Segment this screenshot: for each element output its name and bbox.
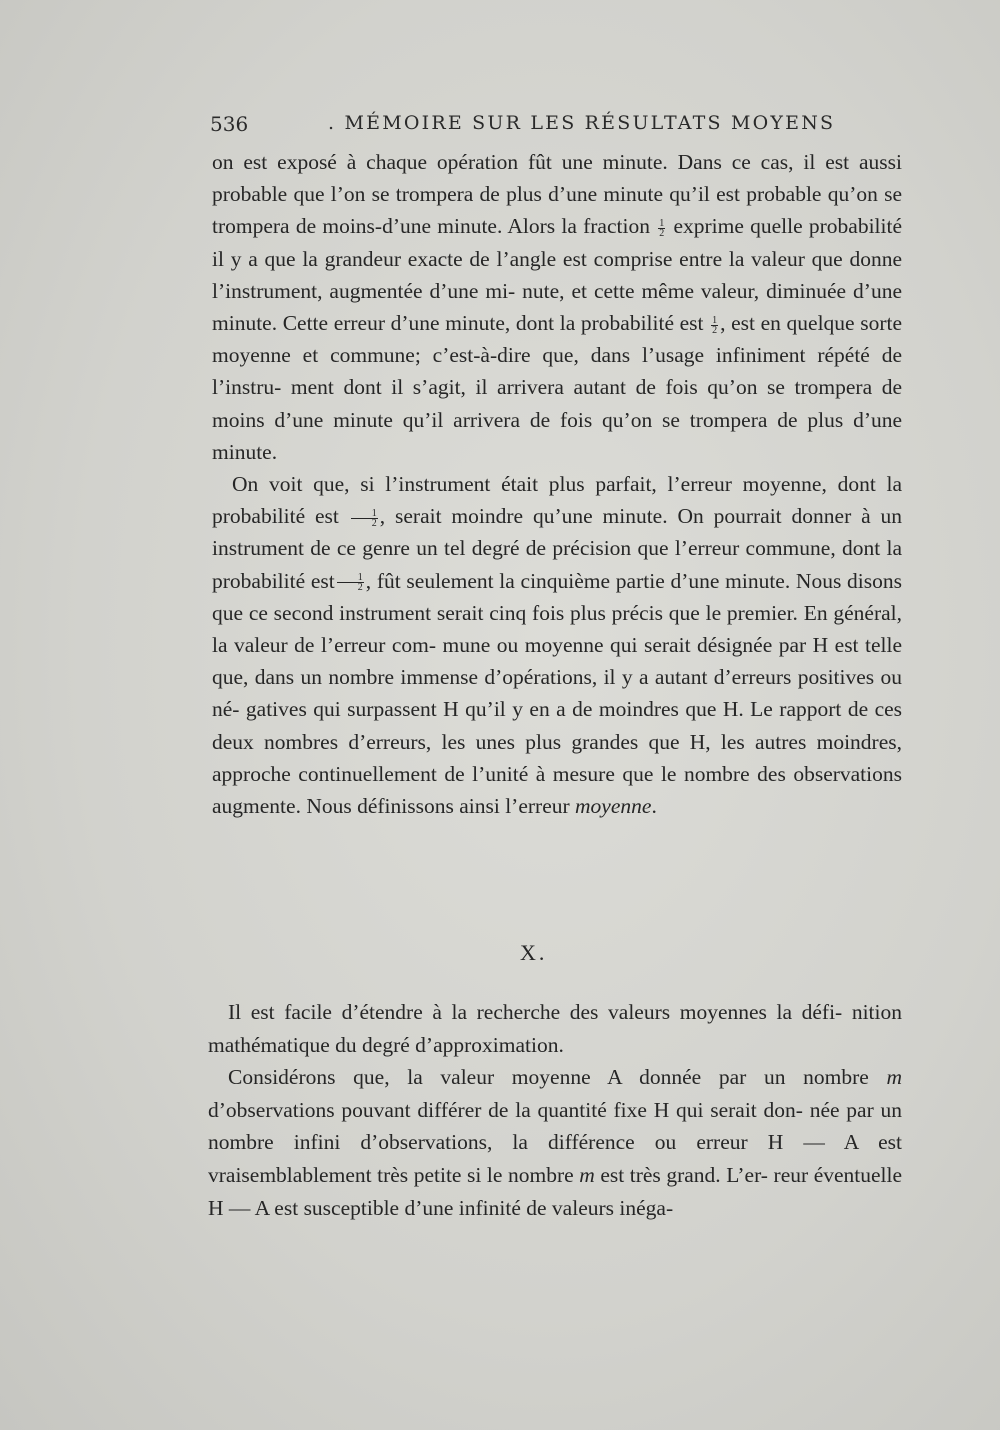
italic-variable: m [886,1065,902,1090]
fraction-one-half: $\frac{1}{2}$ [351,509,378,528]
text-line: comprise entre la valeur que donne l’instrument, augmentée d’une mi- [212,246,902,303]
fraction-one-half: $\frac{1}{2}$ [659,217,665,239]
text-line: , fût seulement la cinquième [365,568,611,593]
fraction-one-half: $\frac{1}{2}$ [712,314,718,336]
italic-variable: m [579,1162,595,1187]
text-line: probable qu’on se trompera de moins-d’une minute. Alors la fraction [212,182,902,239]
paragraph-1 [212,146,902,468]
text-line: moins d’une minute qu’il arrivera de fois qu’on se trompera de plus [212,407,844,432]
body-text-upper [212,146,902,822]
page-number: 536 [210,112,249,136]
paragraph-2 [212,468,902,822]
text-line: est vraisemblablement très petite si le nombre [208,1130,903,1187]
page-header [210,112,900,138]
running-head: . MÉMOIRE SUR LES RÉSULTATS MOYENS [328,112,836,134]
text-line: reur éventuelle H — A est susceptible d’une infinité de valeurs inéga- [208,1162,903,1220]
text-line: . [651,794,657,819]
section-heading: X. [520,940,548,965]
text-line: moindres, approche continuellement de l’unité à mesure que le nombre [212,729,903,786]
text-line: ces deux nombres d’erreurs, les unes plus grandes que H, les autres [212,697,903,754]
text-line: nute, et cette même valeur, diminuée d’une minute. Cette erreur d’une [212,278,902,336]
text-line: gatives qui surpassent H qu’il y en a de moindres que H. Le rapport de [245,697,869,722]
text-line: des observations augmente. Nous définissons ainsi l’erreur [212,761,902,819]
text-line: est très grand. L’er- [600,1162,768,1187]
text-line: Considérons que, la valeur moyenne A donnée par un nombre [228,1065,869,1090]
paragraph-4 [208,1061,902,1224]
text-line: nition mathématique du degré d’approximation. [208,1000,902,1057]
text-line: née par un nombre infini d’observations, la différence ou erreur H — A [208,1097,903,1155]
text-line: , est en quelque sorte moyenne et [212,311,903,368]
text-line: fois plus précis que le premier. En général, la valeur de l’erreur com- [212,600,903,658]
paragraph-3 [208,996,902,1061]
text-line: partie d’une minute. Nous disons que ce second instrument serait cinq [212,568,902,625]
text-line: nombre immense d’opérations, il y a autant d’erreurs positives ou né- [212,665,903,722]
text-line: donner à un instrument de ce genre un tel degré de précision que [212,504,903,561]
text-line: minute, dont la probabilité est [445,311,704,336]
text-line: ment dont il s’agit, il arrivera autant de fois qu’on se trompera de [290,375,903,400]
text-line: l’erreur commune, dont la probabilité est [212,536,903,593]
italic-term: moyenne [575,794,652,819]
text-line: , serait moindre qu’une minute. On pourrait [379,504,782,529]
text-line: exprime quelle probabilité il y a que la grandeur exacte de l’angle est [212,214,903,271]
text-line: mune ou moyenne qui serait désignée par H est telle que, dans un [212,633,903,690]
text-line: dont la probabilité est [212,472,903,529]
text-line: commune; c’est-à-dire que, dans l’usage infiniment répété de l’instru- [212,343,903,400]
fraction-one-half: $\frac{1}{2}$ [337,573,364,592]
text-line: d’observations pouvant différer de la quantité fixe H qui serait don- [208,1097,803,1122]
text-line: d’une minute. [212,407,903,464]
body-text-lower [208,996,902,1224]
text-line: Il est facile d’étendre à la recherche des valeurs moyennes la défi- [228,1000,843,1024]
text-line: aussi probable que l’on se trompera de plus d’une minute qu’il est [212,150,902,207]
text-line: on est exposé à chaque opération fût une minute. Dans ce cas, il est [212,150,850,174]
text-line: On voit que, si l’instrument était plus parfait, l’erreur moyenne, [232,472,827,497]
